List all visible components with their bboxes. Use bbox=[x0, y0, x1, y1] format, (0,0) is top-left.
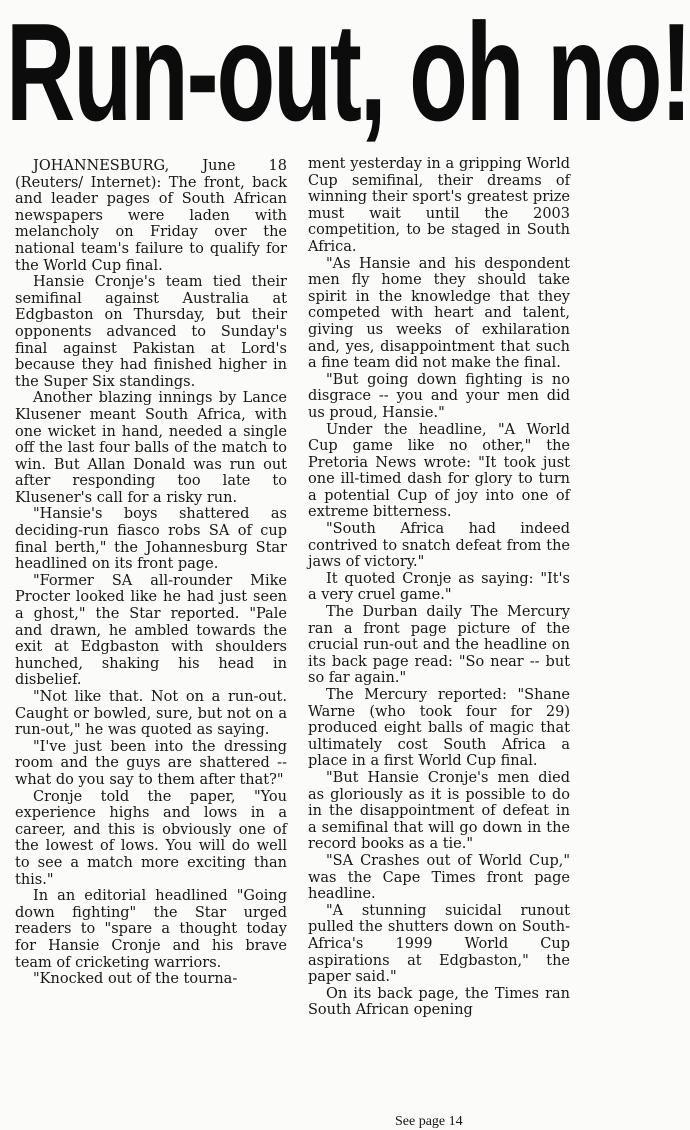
paragraph: "A stunning suicidal runout pulled the shutters down on South-Africa's 1999 World Cup aspirations at Edgbaston," the paper said." bbox=[308, 902, 570, 986]
paragraph: "Former SA all-rounder Mike Procter looked like he had just seen a ghost," the Star reported. "Pale and drawn, he ambled towards the exit at Edgbaston with shoulders hunched, shaking his head in disbelief. bbox=[15, 572, 287, 689]
paragraph: Cronje told the paper, "You experience highs and lows in a career, and this is obviously one of the lowest of lows. You will do well to see a match more exciting than this." bbox=[15, 788, 287, 888]
continuation-line: See page 14 bbox=[395, 1114, 463, 1129]
paragraph: "Not like that. Not on a run-out. Caught or bowled, sure, but not on a run-out," he was quoted as saying. bbox=[15, 689, 287, 739]
paragraph: "Knocked out of the tourna- bbox=[33, 971, 238, 988]
paragraph: In an editorial headlined "Going down fighting" the Star urged readers to "spare a thought today for Hansie Cronje and his brave team of cricketing warriors. bbox=[15, 888, 287, 971]
paragraph: Another blazing innings by Lance Klusener meant South Africa, with one wicket in hand, needed a single off the last four balls of the match to win. But Allan Donald was run out after responding too late to Klusener's call for a risky run. bbox=[15, 390, 287, 506]
paragraph: "As Hansie and his despondent men fly home they should take spirit in the knowledge that they competed with heart and talent, giving us weeks of exhilaration and, yes, disappointment that such a fine team did not make the final. bbox=[308, 255, 570, 372]
paragraph: Under the headline, "A World Cup game like no other," the Pretoria News wrote: "It took just one ill-timed dash for glory to turn a potential Cup of joy into one of extreme bitterness. bbox=[308, 421, 570, 521]
paragraph: "I've just been into the dressing room and the guys are shattered -- what do you say to them after that?" bbox=[15, 738, 287, 788]
headline: Run-out, oh no! bbox=[6, 0, 690, 151]
paragraph: JOHANNESBURG, June 18 (Reuters/ Internet): The front, back and leader pages of South African newspapers were laden with melancholy on Friday over the national team's failure to qualify for the World Cup final. bbox=[15, 158, 287, 274]
paragraph: The Durban daily The Mercury ran a front page picture of the crucial run-out and the headline on its back page read: "So near -- but so far again." bbox=[308, 604, 570, 687]
paragraph: "But going down fighting is no disgrace -- you and your men did us proud, Hansie." bbox=[308, 371, 570, 421]
paragraph: Hansie Cronje's team tied their semifinal against Australia at Edgbaston on Thursday, but their opponents advanced to Sunday's final against Pakistan at Lord's because they had finished higher in the Super Six standings. bbox=[15, 274, 287, 390]
paragraph: "SA Crashes out of World Cup," was the Cape Times front page headline. bbox=[308, 852, 570, 903]
paragraph: It quoted Cronje as saying: "It's a very cruel game." bbox=[308, 570, 570, 604]
paragraph: ment yesterday in a gripping World Cup semifinal, their dreams of winning their sport's greatest prize must wait until the 2003 competition, to be staged in South Africa. bbox=[308, 156, 570, 255]
article-column-right bbox=[308, 156, 570, 1128]
paragraph: On its back page, the Times ran South African opening bbox=[308, 985, 570, 1019]
article-column-left bbox=[15, 158, 287, 1128]
paragraph: The Mercury reported: "Shane Warne (who took four for 29) produced eight balls of magic that ultimately cost South Africa a place in a first World Cup final. bbox=[308, 687, 570, 770]
paragraph: "South Africa had indeed contrived to snatch defeat from the jaws of victory." bbox=[308, 521, 570, 571]
paragraph: "Hansie's boys shattered as deciding-run fiasco robs SA of cup final berth," the Johannesburg Star headlined on its front page. bbox=[15, 506, 287, 573]
paragraph: "But Hansie Cronje's men died as gloriously as it is possible to do in the disappointment of defeat in a semifinal that will go down in the record books as a tie." bbox=[308, 769, 570, 853]
